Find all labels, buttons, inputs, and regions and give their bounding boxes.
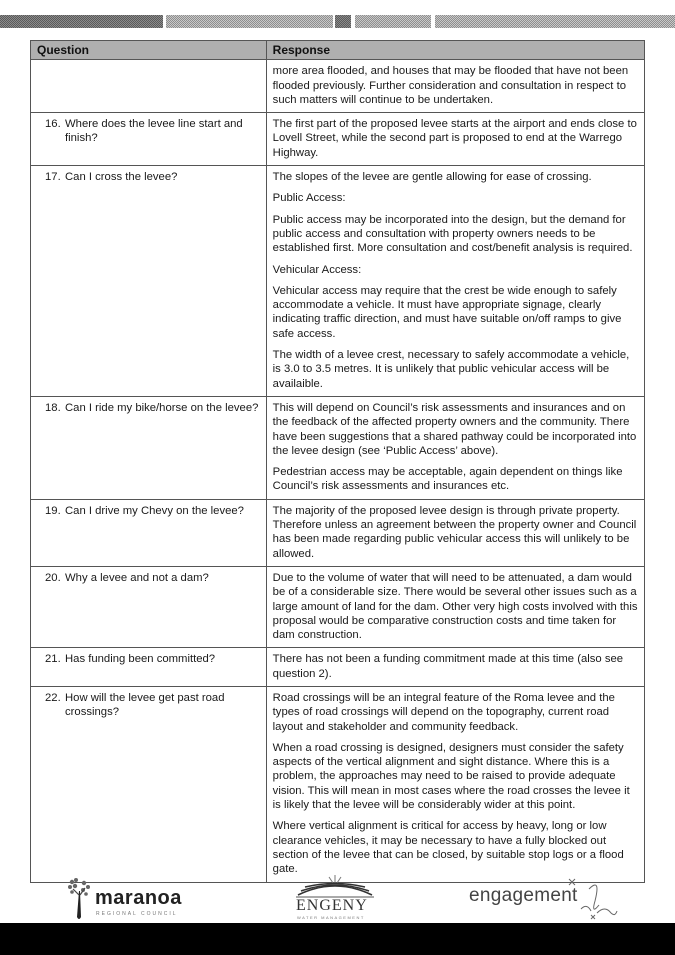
- response-cell: [266, 566, 644, 647]
- question-number: 19.: [45, 504, 61, 517]
- response-paragraph: Vehicular access may require that the crest be wide enough to safely accommodate a vehicle. It must have appropriate signage, clearly indicating traffic direction, and must have suitable on/off ramps to give safe access.: [272, 284, 622, 340]
- question-wrap: [45, 170, 260, 184]
- table-row: [31, 648, 645, 687]
- question-cell: [31, 648, 267, 687]
- header-band-segment: [435, 15, 675, 28]
- table-header-row: [31, 41, 645, 60]
- footer-black-band: [0, 923, 675, 955]
- question-wrap: [45, 401, 260, 415]
- header-band-segment: [166, 15, 333, 28]
- engagement-logo-text: engagement: [469, 885, 578, 906]
- faq-table-body: [31, 60, 645, 882]
- response-paragraph: Road crossings will be an integral feature of the Roma levee and the types of road crossings will depend on the topography, current road layout and stakeholder and community feedback.: [272, 691, 615, 733]
- question-cell: [31, 60, 267, 113]
- table-row: [31, 113, 645, 166]
- header-band-segment: [335, 15, 351, 28]
- question-number: 20.: [45, 571, 61, 584]
- question-wrap: [45, 117, 260, 146]
- question-wrap: [45, 571, 260, 585]
- faq-table: [30, 40, 645, 883]
- engeny-logo: [290, 873, 380, 921]
- response-cell: [266, 166, 644, 397]
- table-row: [31, 166, 645, 397]
- question-cell: [31, 396, 267, 499]
- table-row: [31, 60, 645, 113]
- question-cell: [31, 686, 267, 882]
- column-header-question: Question: [31, 41, 267, 60]
- question-number: 21.: [45, 653, 61, 666]
- header-band-segment: [0, 15, 163, 28]
- question-wrap: [45, 652, 260, 666]
- flourish-icon: [561, 875, 621, 923]
- response-paragraph: There has not been a funding commitment made at this time (also see question 2).: [272, 653, 624, 680]
- question-wrap: [45, 504, 260, 518]
- maranoa-logo-subtitle: REGIONAL COUNCIL: [96, 911, 178, 917]
- response-cell: [266, 396, 644, 499]
- response-paragraph: The first part of the proposed levee starts at the airport and ends close to Lovell Street, while the second part is proposed to end at the Warrego Highway.: [272, 118, 637, 159]
- response-cell: [266, 499, 644, 566]
- table-row: [31, 396, 645, 499]
- response-cell: [266, 60, 644, 113]
- response-paragraph: Pedestrian access may be acceptable, again dependent on things like Council’s risk assessments and insurances etc.: [272, 466, 623, 493]
- response-paragraph: The slopes of the levee are gentle allowing for ease of crossing.: [272, 171, 592, 184]
- response-paragraph: This will depend on Council’s risk assessments and insurances and on the feedback of the affected property owners and the community. There have been suggestions that a shared pathway could be incorporated into the levee design (see ‘Public Access’ above).: [272, 401, 637, 457]
- question-text: Has funding been committed?: [65, 653, 216, 666]
- response-cell: [266, 648, 644, 687]
- table-row: [31, 566, 645, 647]
- question-text: Can I cross the levee?: [65, 171, 178, 184]
- question-text: Why a levee and not a dam?: [65, 571, 209, 584]
- maranoa-logo-text: maranoa: [95, 887, 182, 909]
- engeny-logo-subtitle: WATER MANAGEMENT: [297, 915, 365, 920]
- question-wrap: [45, 691, 260, 720]
- question-number: 22.: [45, 691, 61, 704]
- maranoa-logo: [66, 877, 186, 921]
- response-paragraph: Due to the volume of water that will need to be attenuated, a dam would be of a considerable size. There would be several other issues such as a large amount of land for the dam. Other very high costs involved with this proposal would be comparative construction costs and time taken for dam construction.: [272, 571, 638, 642]
- response-paragraph: Where vertical alignment is critical for access by heavy, long or low clearance vehicles, it may be necessary to have a fully blocked out section of the levee that can be closed, by suitable stop logs or a flood gate.: [272, 820, 624, 876]
- question-cell: [31, 166, 267, 397]
- tree-icon: [66, 877, 94, 921]
- question-number: 18.: [45, 401, 61, 414]
- header-band-segment: [355, 15, 431, 28]
- question-text: Can I ride my bike/horse on the levee?: [65, 401, 259, 414]
- table-row: [31, 686, 645, 882]
- response-paragraph: more area flooded, and houses that may be flooded that have not been flooded previously. Further consideration and consultation in respect to such matters will continue to be undertaken.: [272, 65, 629, 106]
- engeny-logo-text: ENGENY: [296, 897, 368, 914]
- response-paragraph: Vehicular Access:: [272, 263, 362, 276]
- response-paragraph: The width of a levee crest, necessary to safely accommodate a vehicle, is 3.0 to 3.5 metres. It is unlikely that public vehicular access will be availaible.: [272, 349, 630, 390]
- response-cell: [266, 686, 644, 882]
- response-paragraph: Public access may be incorporated into the design, but the demand for public access and consultation with property owners needs to be established first. More consultation and cost/benefit analysis is required.: [272, 213, 633, 255]
- question-number: 16.: [45, 118, 61, 131]
- response-cell: [266, 113, 644, 166]
- response-paragraph: When a road crossing is designed, designers must consider the safety aspects of the vertical alignment and sight distance. Where this is a problem, the approaches may need to be raised to provide adequate vision. This will mean in most cases where the road crosses the levee it is likely that the levee will be considerably wider at this point.: [272, 741, 630, 812]
- column-header-response: Response: [266, 41, 644, 60]
- table-row: [31, 499, 645, 566]
- question-cell: [31, 499, 267, 566]
- question-number: 17.: [45, 171, 61, 184]
- response-paragraph: Public Access:: [272, 192, 346, 205]
- question-cell: [31, 566, 267, 647]
- question-cell: [31, 113, 267, 166]
- question-text: Can I drive my Chevy on the levee?: [65, 504, 244, 517]
- wave-sun-icon: [290, 873, 380, 899]
- engagement-logo: [466, 875, 616, 923]
- response-paragraph: The majority of the proposed levee design is through private property. Therefore unless an agreement between the property owner and Council has been made regarding public vehicular access this will unlikely to be allowed.: [272, 504, 637, 560]
- question-text: How will the levee get past road crossings?: [65, 691, 225, 719]
- footer-logos: [0, 873, 675, 923]
- question-text: Where does the levee line start and finish?: [65, 118, 243, 145]
